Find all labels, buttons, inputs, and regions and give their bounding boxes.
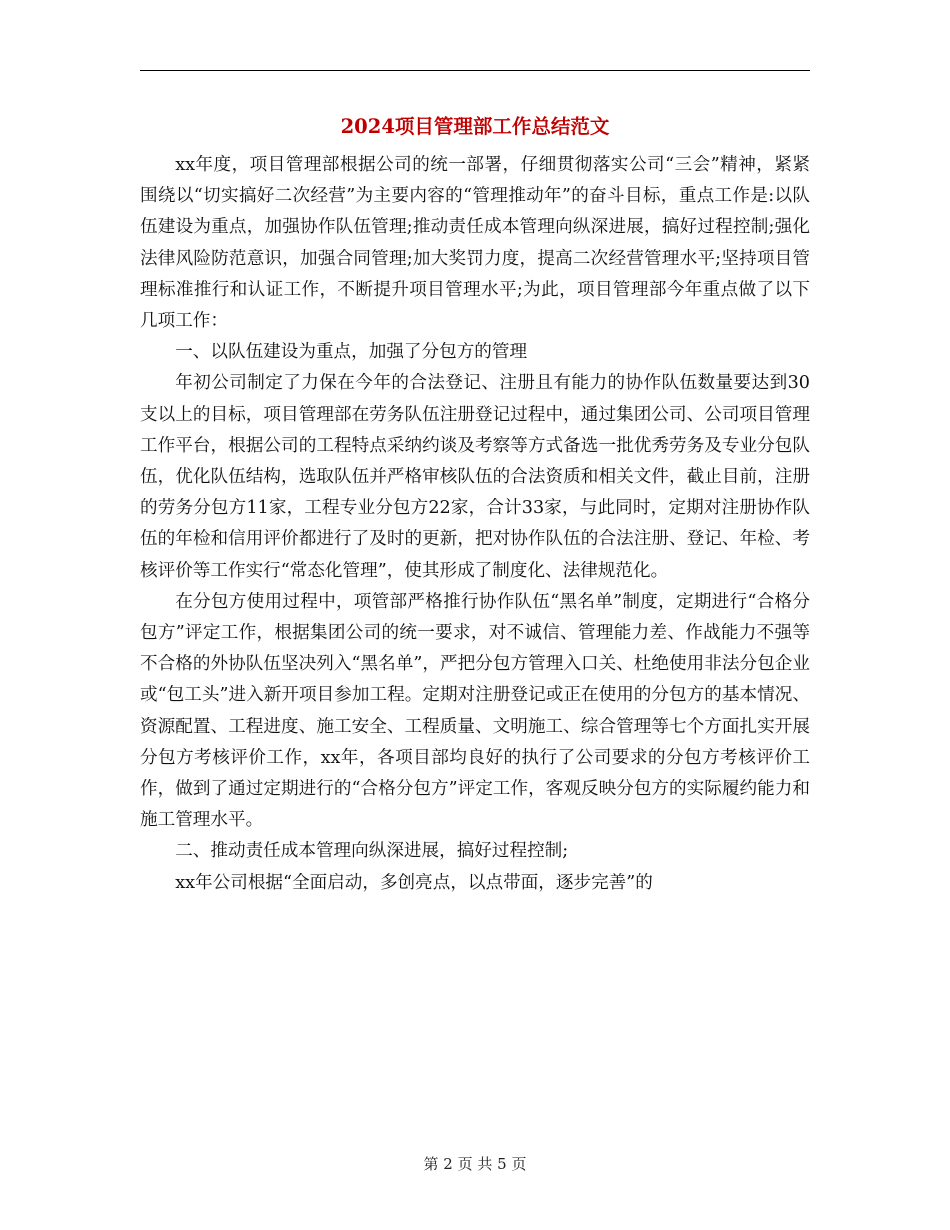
- section-heading-1: 一、以队伍建设为重点，加强了分包方的管理: [175, 342, 528, 363]
- header-rule: [140, 70, 810, 71]
- paragraph-cost-management: xx年公司根据“全面启动，多创亮点，以点带面，逐步完善”的: [175, 872, 653, 893]
- paragraph-subcontractor-usage: 在分包方使用过程中，项管部严格推行协作队伍“黑名单”制度，定期进行“合格分包方”评定工作，根据集团公司的统一要求，对不诚信、管理能力差、作战能力不强等不合格的外协队伍坚决列入“黑名单”，严把分包方管理入口关、杜绝使用非法分包企业或“包工头”进入新开项目参加工程。定期对注册登记或正在使用的分包方的基本情况、资源配置、工程进度、施工安全、工程质量、文明施工、综合管理等七个方面扎实开展分包方考核评价工作，xx年，各项目部均良好的执行了公司要求的分包方考核评价工作，做到了通过定期进行的“合格分包方”评定工作，客观反映分包方的实际履约能力和施工管理水平。: [140, 591, 810, 831]
- paragraph-intro: xx年度，项目管理部根据公司的统一部署，仔细贯彻落实公司“三会”精神，紧紧围绕以“切实搞好二次经营”为主要内容的“管理推动年”的奋斗目标，重点工作是:以队伍建设为重点，加强协作队伍管理;推动责任成本管理向纵深进展，搞好过程控制;强化法律风险防范意识，加强合同管理;加大奖罚力度，提高二次经营管理水平;坚持项目管理标准推行和认证工作，不断提升项目管理水平;为此，项目管理部今年重点做了以下几项工作：: [140, 155, 810, 332]
- page-number: 第 2 页 共 5 页: [423, 1155, 527, 1173]
- paragraph-team-building: 年初公司制定了力保在今年的合法登记、注册且有能力的协作队伍数量要达到30支以上的目标，项目管理部在劳务队伍注册登记过程中，通过集团公司、公司项目管理工作平台，根据公司的工程特点采纳约谈及考察等方式备选一批优秀劳务及专业分包队伍，优化队伍结构，选取队伍并严格审核队伍的合法资质和相关文件，截止目前，注册的劳务分包方11家，工程专业分包方22家，合计33家，与此同时，定期对注册协作队伍的年检和信用评价都进行了及时的更新，把对协作队伍的合法注册、登记、年检、考核评价等工作实行“常态化管理”，使其形成了制度化、法律规范化。: [140, 373, 810, 581]
- document-title: 2024项目管理部工作总结范文: [340, 115, 610, 138]
- section-heading-2: 二、推动责任成本管理向纵深进展，搞好过程控制;: [175, 841, 569, 862]
- document-body: [140, 150, 810, 899]
